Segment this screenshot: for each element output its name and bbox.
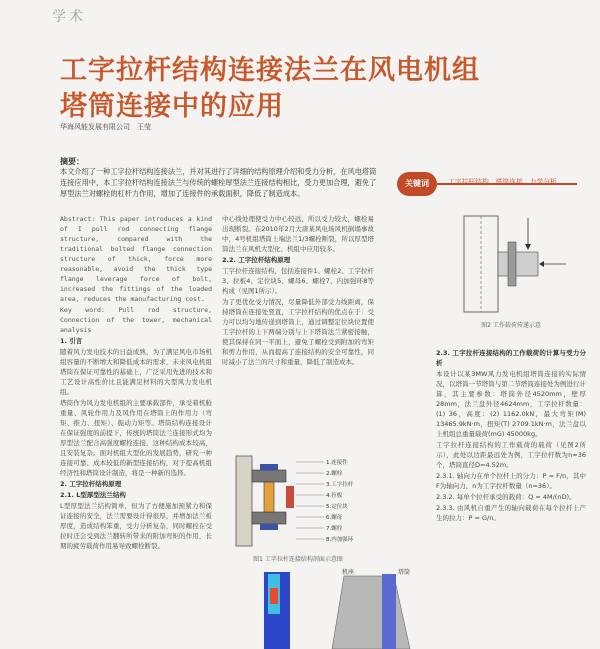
- keywords-badge: 关键词: [397, 172, 437, 196]
- keywords-en: Key word: Pull rod structure, Connection of the tower, mechanical analysis: [60, 306, 212, 334]
- figure-1-diagram: [226, 452, 374, 552]
- figure-1-label: 7.螺栓: [326, 526, 343, 532]
- figure-1-label: 5.定位块: [326, 504, 348, 510]
- paragraph: 为了更优化受力情况，尽量降低外部受力线距离，保持塔筒在连接处竖直，工字拉杆结构的优点在于：受力可以均匀地传递到塔筒上，通过调整定位块位置使工字拉杆的上下两端分别与上下塔筒法兰紧密接触，使其保持在同一平面上，避免了螺栓受到附加的弯矩和剪力作用，从而提高了连接结构的安全可靠性，同时减小了法兰的尺寸和重量，降低了制造成本。: [222, 298, 374, 366]
- paragraph: 随着风力发电技术的日益成熟，为了满足风电市场机组容量的不断增大和降低成本的需求，未来风电机组塔筒在保证可靠性的基础上，广泛采用先进的技术和工艺设计高性价比且能满足材料的大型风力发电机组。: [60, 348, 212, 396]
- figure-1-label: 8.内加强环: [326, 537, 354, 543]
- abstract-cn: 本文介绍了一种工字拉杆结构连接法兰，并对其进行了详细的结构原理介绍和受力分析，在风电塔筒连接应用中，本工字拉杆结构连接法兰与传统的螺栓厚型法兰连接结构相比，受力更加合理，避免了厚型法兰对螺栓的杠杆力作用，增加了连接件的承载面积，降低了制造成本。: [60, 167, 377, 198]
- arrow-head: [525, 244, 531, 250]
- locating-block: [286, 486, 294, 508]
- section-heading: 1. 引言: [60, 337, 83, 345]
- paragraph: 中心线处理使受力中心较远，所以受力较大，螺栓易出现断裂。在2010年2月大唐某风电场风机倒塌事故中，4号机组塔筒上端法兰1/3螺栓断裂，所以厚型塔筒法兰在风机大型化、机组中应用较多。: [222, 215, 374, 253]
- fem-label: 机座: [342, 569, 355, 576]
- paragraph: 本设计以某3MW风力发电机组塔筒连接的实际情况，以塔筒一节塔筒与第二节塔筒连接处为例进行计算，其主要参数：塔筒外径4520mm，壁厚28mm，法兰盘外径4624mm，工字拉杆数量：(1) 36，高度：(2) 1162.0kN，最大弯矩(M) 13465.9kN·m，扭矩(T) 2709.1kN·m，法兰盘以上机组总重量载荷(mG) 45000kg。: [436, 370, 586, 438]
- rod-section: [508, 242, 516, 286]
- figure-1-label: 4.拉板: [326, 493, 343, 499]
- section-label: 学术: [52, 9, 86, 25]
- flange-section: [498, 252, 538, 276]
- figure-1-label: 3.工字拉杆: [326, 482, 354, 488]
- subsection-heading: 2.2. 工字拉杆结构原理: [222, 256, 291, 264]
- fem-model-right: [332, 576, 410, 649]
- article-title-line2: 塔筒连接中的应用: [60, 91, 284, 122]
- figure-2-caption: 图2 工作载荷传递示意: [481, 322, 541, 329]
- figure-1-label: 1.连接件: [326, 460, 348, 466]
- section-heading: 2. 工字拉杆结构原理: [60, 480, 122, 488]
- keywords-list: 工字拉杆结构 塔筒连接 力学分析: [448, 178, 557, 186]
- fem-label: 塔筒: [398, 569, 411, 576]
- abstract-heading: 摘要：: [60, 157, 84, 166]
- figure-1-label: 2.螺栓: [326, 471, 343, 477]
- formula: 2.3.3. 由风机自重产生的轴向载荷在每个拉杆上产生的拉力：P = G/n。: [436, 504, 586, 522]
- paragraph: 工字拉杆连接结构，包括连接件1、螺栓2、工字拉杆3、拉板4、定位块5、螺母6、螺栓7、内加强环8等构成（见图1所示）。: [222, 267, 374, 295]
- arrow-head: [539, 261, 544, 267]
- fem-stress-peak: [270, 588, 278, 604]
- paragraph: 塔筒作为风力发电机组的主要承载部件，承受着机舱重量、风轮作用力及风作用在塔筒上的作用力（弯矩、推力、扭矩）、振动力矩等。塔筒结构连接设计在保证强度的前提下，传统的塔筒法兰连接形式均为厚型法兰配合高强度螺栓连接，这种结构成本较高，且安装复杂。面对机组大型化的发展趋势，研究一种连接可靠、成本较低的新型连接结构，对于提高机组经济性和塔筒设计制造，将是一种新的选择。: [60, 399, 212, 477]
- subsection-heading: 2.1. L型厚型法兰结构: [60, 491, 126, 499]
- i-beam-rod: [264, 482, 274, 512]
- formula: 2.3.1. 轴向力在单个拉杆上的分力：P = F/n，其中F为轴向力，n为工字拉杆数量（n=36）。: [436, 472, 586, 490]
- nut-bottom: [260, 524, 278, 530]
- fem-color-bar: [382, 574, 396, 649]
- formula: 2.3.2. 每单个拉杆承受的载荷：Q = 4M/(nD)。: [436, 493, 576, 501]
- tower-wall-upper: [236, 456, 252, 546]
- upper-flange: [252, 470, 286, 482]
- figure-1-caption: 图1 工字拉杆连接结构剖面示意图: [253, 556, 343, 563]
- subsection-heading: 2.3. 工字拉杆连接结构的工作载荷的计算与受力分析: [436, 349, 586, 367]
- figure-2-diagram: [444, 212, 574, 316]
- column-3: [436, 348, 586, 524]
- column-2: [222, 214, 374, 368]
- abstract-en: Abstract: This paper introduces a kind of I pull rod connecting flange structure, compared with the traditional bolted flange connection structure of thick, force more reasonable, avoid the thick type flange leverage force of bolt, increased the fittings of the loaded area, reduces the manufacturing cost.: [60, 215, 212, 303]
- figure-1-label: 6.螺母: [326, 515, 343, 521]
- lower-flange: [252, 512, 286, 524]
- figure-3-fem: [222, 568, 432, 649]
- paragraph: 工字拉杆连接结构的工作载荷的载荷（见图2所示），此处以边距最远处为例，工字拉杆数为n=36个，塔筒直径D=4.52m。: [436, 441, 586, 469]
- article-title-line1: 工字拉杆结构连接法兰在风电机组: [60, 55, 480, 86]
- paragraph: L型厚型法兰结构简单，但为了方便施加预紧力和保证连接的安全，法兰需要设计得很厚，并增加法兰板厚度，造成结构笨重，受力分析复杂，同时螺栓在受拉时还会受到法兰翻转所带来的附加弯矩的作用，长期的疲劳载荷作用易导致螺栓断裂。: [60, 502, 212, 550]
- nut-top: [260, 464, 278, 470]
- authors: 华海风能发展有限公司 王莹: [60, 123, 151, 131]
- column-1: [60, 214, 212, 552]
